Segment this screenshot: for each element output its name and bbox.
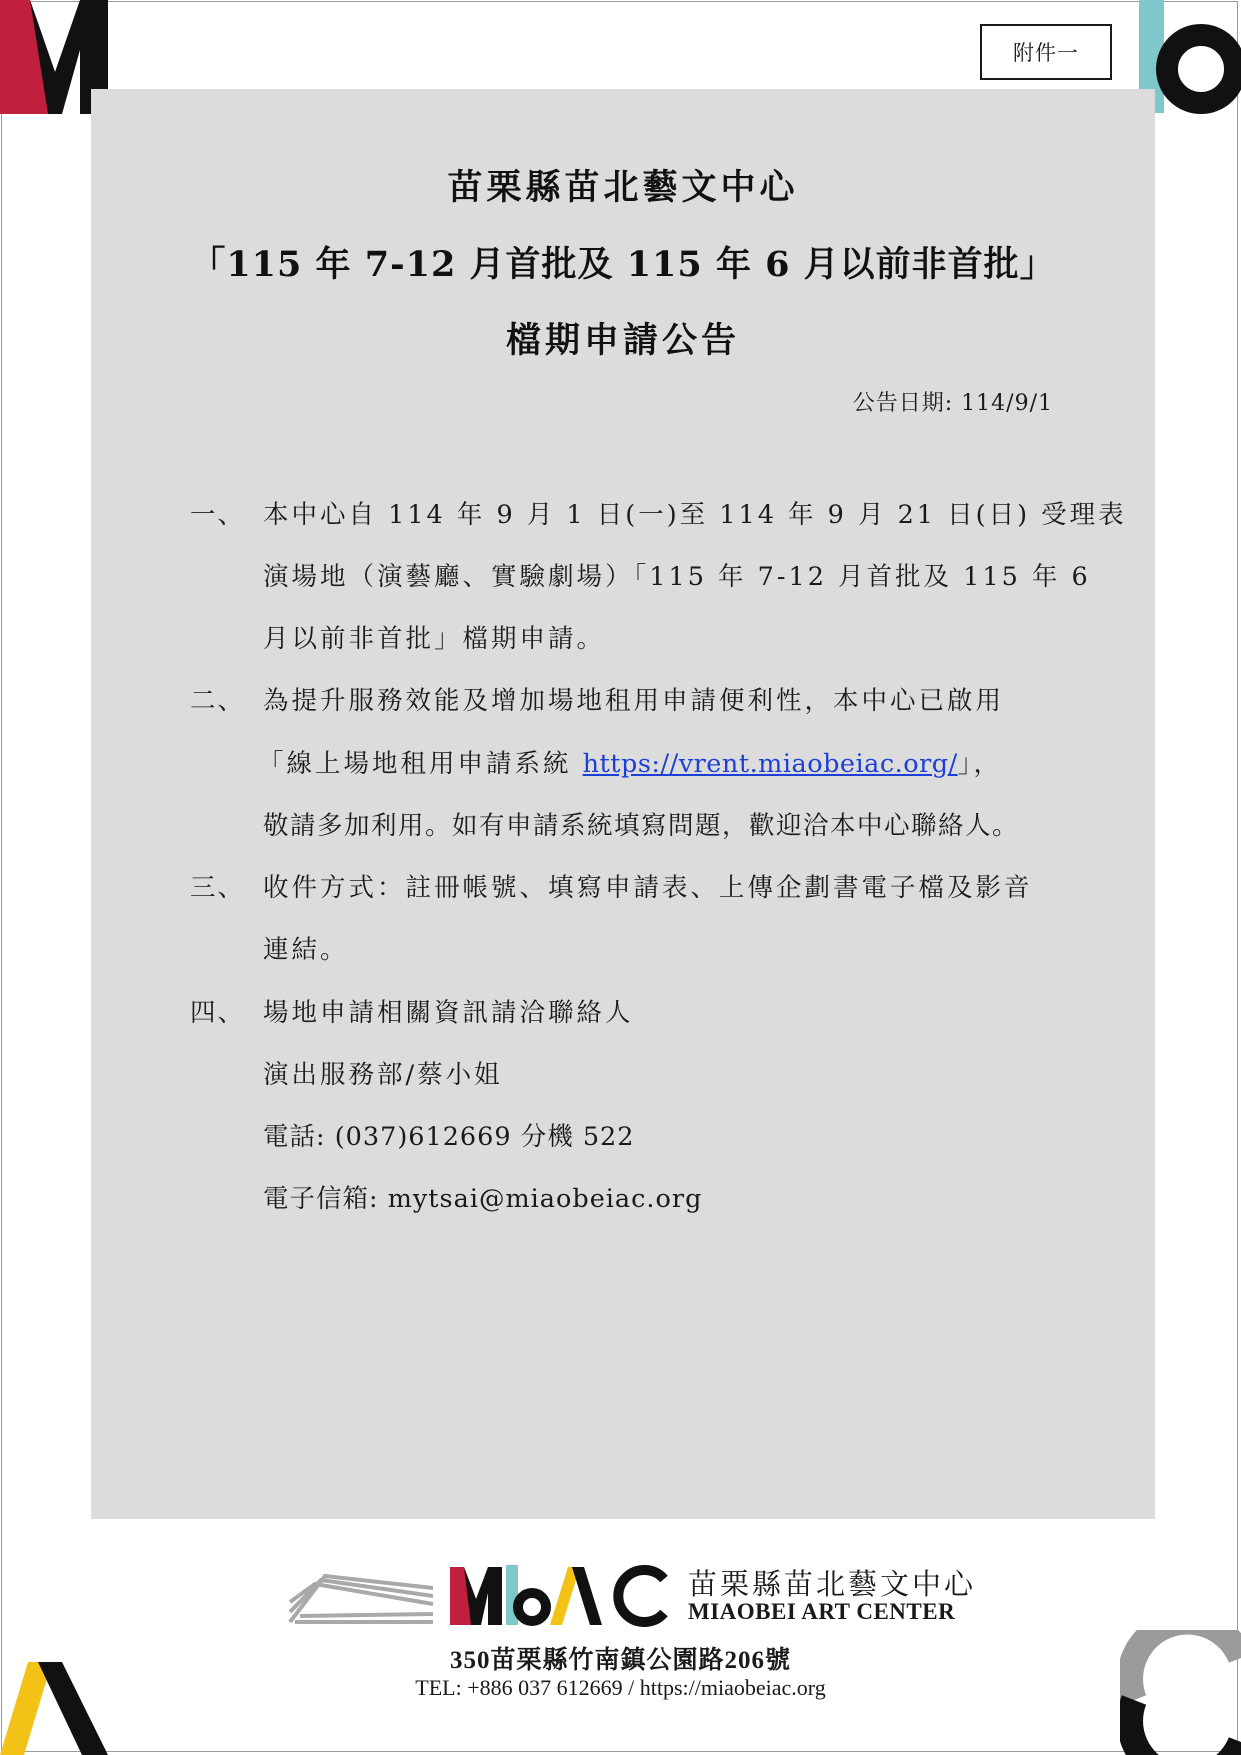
building-icon [285,1566,435,1626]
footer-contact: TEL: +886 037 612669 / https://miaobeiac.org [415,1675,826,1700]
item-2-number: 二、 [190,686,246,716]
announce-date: 公告日期: 114/9/1 [852,391,1053,416]
item-4-number: 四、 [190,998,246,1028]
item-2-line-2-prefix: 「線上場地租用申請系統 [258,749,583,779]
item-1-number: 一、 [190,500,246,530]
contact-phone: 電話: (037)612669 分機 522 [263,1122,635,1152]
title-announcement: 檔期申請公告 [505,320,740,361]
item-1-line-3: 月以前非首批」檔期申請。 [263,624,606,654]
contact-email: 電子信箱: mytsai@miaobeiac.org [263,1184,703,1214]
content-panel [91,89,1155,1519]
footer-org-name-en: MIAOBEI ART CENTER [688,1599,956,1624]
attachment-label: 附件一 [980,24,1112,80]
item-2-line-2-suffix: 」， [957,749,1002,779]
item-2-line-1: 為提升服務效能及增加場地租用申請便利性，本中心已啟用 [263,686,1005,716]
item-2-line-3: 敬請多加利用。如有申請系統填寫問題，歡迎洽本中心聯絡人。 [263,811,1020,841]
item-1-line-2: 演場地（演藝廳、實驗劇場）「115 年 7-12 月首批及 115 年 6 [263,562,1091,592]
item-3-number: 三、 [190,873,246,903]
title-org: 苗栗縣苗北藝文中心 [447,167,799,208]
contact-department: 演出服務部/蔡小姐 [263,1060,503,1090]
item-1-line-1: 本中心自 114 年 9 月 1 日(一)至 114 年 9 月 21 日(日) 受理表 [263,500,1127,530]
mbac-logo [450,1565,670,1627]
item-3-line-2: 連結。 [263,935,349,965]
item-4-line-1: 場地申請相關資訊請洽聯絡人 [263,998,634,1028]
item-3-line-1: 收件方式：註冊帳號、填寫申請表、上傳企劃書電子檔及影音 [263,873,1033,903]
item-2-line-2 [258,744,1002,780]
footer-address: 350苗栗縣竹南鎮公園路206號 [449,1647,791,1674]
vrent-link[interactable]: https://vrent.miaobeiac.org/ [582,749,958,779]
title-period: 「115 年 7-12 月首批及 115 年 6 月以前非首批」 [190,244,1056,285]
footer-org-name-zh: 苗栗縣苗北藝文中心 [688,1567,977,1601]
